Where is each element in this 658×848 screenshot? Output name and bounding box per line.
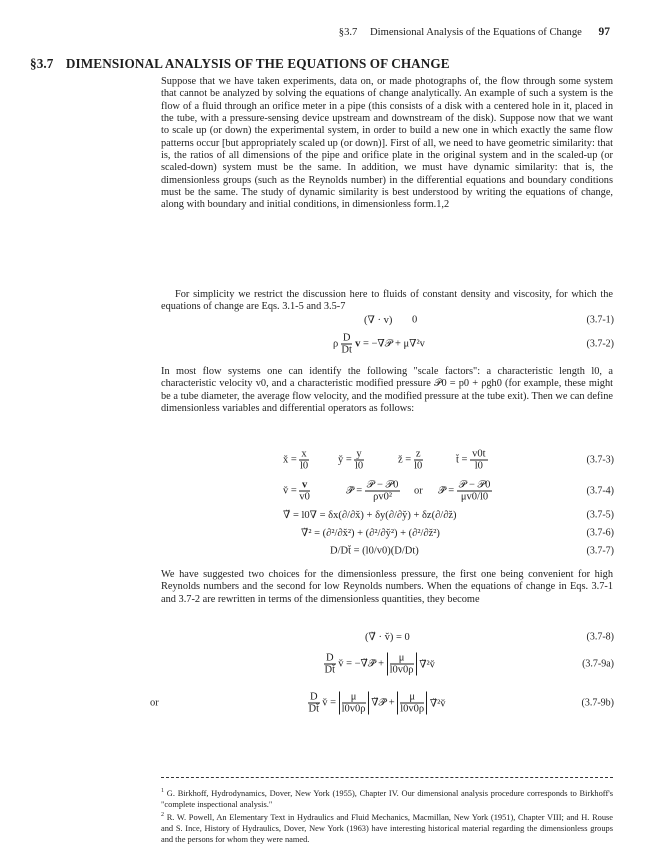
eq1-number: (3.7-1) bbox=[586, 314, 614, 326]
eq4-or: or bbox=[414, 485, 423, 497]
section-heading bbox=[30, 56, 450, 72]
equation-3-7-8 bbox=[150, 628, 614, 646]
equation-3-7-4 bbox=[150, 476, 614, 506]
eq7-text: D/Dt̆ = (l0/v0)(D/Dt) bbox=[330, 545, 419, 557]
eq3-y-lhs: y̆ = bbox=[338, 454, 352, 466]
eq3-x-den: l0 bbox=[299, 460, 309, 472]
eq4-p bbox=[346, 480, 400, 503]
eq3-z-num: z bbox=[415, 448, 421, 460]
eq4-v-den: v0 bbox=[299, 491, 310, 503]
eq4-p2-lhs: 𝒫̆ = bbox=[438, 485, 455, 496]
eq9a-number: (3.7-9a) bbox=[582, 658, 614, 670]
eq1-lhs: (∇ · v) bbox=[364, 315, 393, 326]
eq9b-eq: = bbox=[330, 697, 337, 709]
eq1-rhs: 0 bbox=[412, 314, 418, 326]
eq4-p2-den: μv0/l0 bbox=[460, 491, 489, 503]
eq2-v: v bbox=[355, 338, 361, 350]
paragraph-1: Suppose that we have taken experiments, data on, or made photographs of, the flow through some system that cannot be analyzed by solving the equations of change analytically. An example of such a system is the flow of a fluid through an orifice meter in a pipe (this consists of a disk with a centered hole in it, placed in the tube, with a pressure-sensing device upstream and downstream of the disk). Suppose now that we want to scale up (or down) the experimental system, in order to build a new one in which exactly the same flow patterns occur [but appropriately scaled up (or down)]. First of all, we need to have geometric similarity: that is, the ratios of all dimensions of the pipe and orifice plate in the original system and in the scaled-up (or scaled-down) system must be the same. In addition, we must have dynamic similarity: that is, the dimensionless groups (such as the Reynolds number) in the differential equations and boundary conditions must be the same. The study of dynamic similarity is best understood by writing the equations of change, along with boundary and initial conditions, in dimensionless form.1,2 bbox=[161, 76, 613, 211]
eq9a-v: v̆ bbox=[338, 658, 344, 670]
eq3-t-lhs: t̆ = bbox=[456, 454, 468, 466]
eq6-text: ∇̆² = (∂²/∂x̆²) + (∂²/∂y̆²) + (∂²/∂z̆²) bbox=[301, 528, 440, 539]
running-head bbox=[339, 26, 610, 38]
eq4-p-lhs: 𝒫̆ = bbox=[346, 485, 363, 496]
eq3-number: (3.7-3) bbox=[586, 454, 614, 466]
eq3-z-den: l0 bbox=[414, 460, 423, 472]
equation-3-7-1 bbox=[150, 310, 614, 330]
equation-3-7-6 bbox=[150, 524, 614, 542]
eq9b-body bbox=[308, 692, 446, 715]
paragraph-4: We have suggested two choices for the dimensionless pressure, the first one being convenient for high Reynolds numbers and the second for low Reynolds numbers. When the equations of change in Eqs. 3.7-1 and 3.7-2 are rewritten in terms of the dimensionless quantities, they become bbox=[161, 569, 613, 605]
eq5-number: (3.7-5) bbox=[586, 509, 614, 521]
footnote-2 bbox=[161, 810, 613, 845]
eq3-t-den: l0 bbox=[474, 460, 483, 472]
eq9a-br-den: l0v0ρ bbox=[389, 664, 414, 676]
equation-3-7-3 bbox=[150, 446, 614, 474]
equation-3-7-9a bbox=[150, 648, 614, 680]
eq8-number: (3.7-8) bbox=[586, 631, 614, 643]
eq9b-frac-den: Dt̆ bbox=[308, 703, 320, 715]
eq6-number: (3.7-6) bbox=[586, 527, 614, 539]
footnote-1-text: G. Birkhoff, Hydrodynamics, Dover, New York (1955), Chapter IV. Our dimensional analysis procedure corresponds to Birkhoff's "complete inspectional analysis." bbox=[161, 788, 614, 809]
eq4-p-num: 𝒫 − 𝒫0 bbox=[366, 479, 399, 491]
eq9a-body bbox=[324, 653, 435, 676]
eq4-p-den: ρv0² bbox=[373, 491, 392, 503]
eq9a-frac-den: Dt̆ bbox=[324, 664, 336, 676]
paragraph-3: In most flow systems one can identify the following "scale factors": a characteristic length l0, a characteristic velocity v0, and a characteristic modified pressure 𝒫0 = p0 + ρgh0 (for example, these might be a tube diameter, the average flow velocity, and the modified pressure at the tube exit). Then we can define dimensionless variables and differential operators as follows: bbox=[161, 366, 613, 415]
eq3-x-lhs: x̆ = bbox=[283, 454, 297, 466]
paragraph-2: For simplicity we restrict the discussion here to fluids of constant density and viscosity, for which the equations of change are Eqs. 3.1-5 and 3.5-7 bbox=[161, 289, 613, 313]
eq2-lhs bbox=[333, 333, 425, 356]
eq9a-br-num: μ bbox=[390, 653, 414, 665]
eq8-text: (∇̆ · v̆) = 0 bbox=[365, 632, 410, 643]
eq9b-br2-den: l0v0ρ bbox=[400, 703, 425, 715]
section-title: DIMENSIONAL ANALYSIS OF THE EQUATIONS OF CHANGE bbox=[65, 56, 450, 71]
eq9b-br2-num: μ bbox=[400, 692, 424, 704]
eq9a-mid: = −∇̆𝒫̆ + bbox=[346, 658, 385, 670]
eq5-text: ∇̆ = l0∇ = δx(∂/∂x̆) + δy(∂/∂y̆) + δz(∂/∂z̆) bbox=[283, 510, 457, 521]
eq2-frac-num: D bbox=[342, 332, 351, 344]
eq9b-frac-num: D bbox=[310, 691, 318, 703]
eq3-x bbox=[283, 449, 309, 472]
footnote-2-text: R. W. Powell, An Elementary Text in Hydraulics and Fluid Mechanics, Macmillan, New York (1951), Chapter VIII; and H. Rouse and S. Ince, History of Hydraulics, Dover, New York (1963) have interesting historical material regarding the dimensionless groups and the persons for whom they were named. bbox=[161, 812, 614, 844]
footnote-1 bbox=[161, 786, 613, 810]
equation-3-7-9b bbox=[150, 686, 614, 720]
eq9b-br1-num: μ bbox=[342, 692, 366, 704]
eq3-y bbox=[338, 449, 364, 472]
eq3-z bbox=[398, 449, 423, 472]
eq7-number: (3.7-7) bbox=[586, 545, 614, 557]
eq4-v-num: v bbox=[299, 480, 310, 492]
running-head-section: §3.7 bbox=[338, 27, 358, 38]
eq4-p2-num: 𝒫 − 𝒫0 bbox=[458, 479, 491, 491]
equation-3-7-5 bbox=[150, 506, 614, 524]
eq4-v-lhs: v̆ = bbox=[283, 485, 297, 497]
running-head-title: Dimensional Analysis of the Equations of Change bbox=[370, 27, 582, 38]
eq9b-v: v̆ bbox=[322, 697, 328, 709]
footnote-2-mark: 2 bbox=[161, 812, 164, 818]
section-number: §3.7 bbox=[30, 56, 54, 71]
eq9b-tail: ∇̆²v̆ bbox=[429, 698, 446, 709]
eq3-t bbox=[456, 449, 488, 472]
eq2-rho: ρ bbox=[333, 338, 339, 350]
eq2-number: (3.7-2) bbox=[586, 338, 614, 350]
eq4-v bbox=[283, 480, 310, 503]
footnote-divider bbox=[161, 777, 613, 778]
eq9a-frac-num: D bbox=[326, 652, 334, 664]
eq9b-br1-den: l0v0ρ bbox=[341, 703, 366, 715]
eq3-z-lhs: z̆ = bbox=[398, 454, 412, 466]
eq2-rhs: = −∇𝒫 + μ∇²v bbox=[362, 338, 425, 350]
eq9b-number: (3.7-9b) bbox=[581, 697, 614, 709]
eq3-t-num: v0t bbox=[472, 448, 486, 460]
eq9b-mid: ∇̆𝒫̆ + bbox=[371, 697, 395, 709]
eq2-frac-den: Dt bbox=[341, 344, 352, 356]
eq4-number: (3.7-4) bbox=[586, 485, 614, 497]
eq3-x-num: x bbox=[301, 448, 307, 460]
eq4-p2 bbox=[438, 480, 492, 503]
footnote-1-mark: 1 bbox=[161, 788, 164, 794]
equation-3-7-7 bbox=[150, 542, 614, 560]
eq3-y-num: y bbox=[356, 448, 362, 460]
equation-3-7-2 bbox=[150, 330, 614, 358]
page-number: 97 bbox=[598, 26, 610, 38]
eq3-y-den: l0 bbox=[354, 460, 364, 472]
eq9b-or: or bbox=[150, 697, 159, 709]
eq9a-tail: ∇̆²v̆ bbox=[419, 659, 435, 670]
